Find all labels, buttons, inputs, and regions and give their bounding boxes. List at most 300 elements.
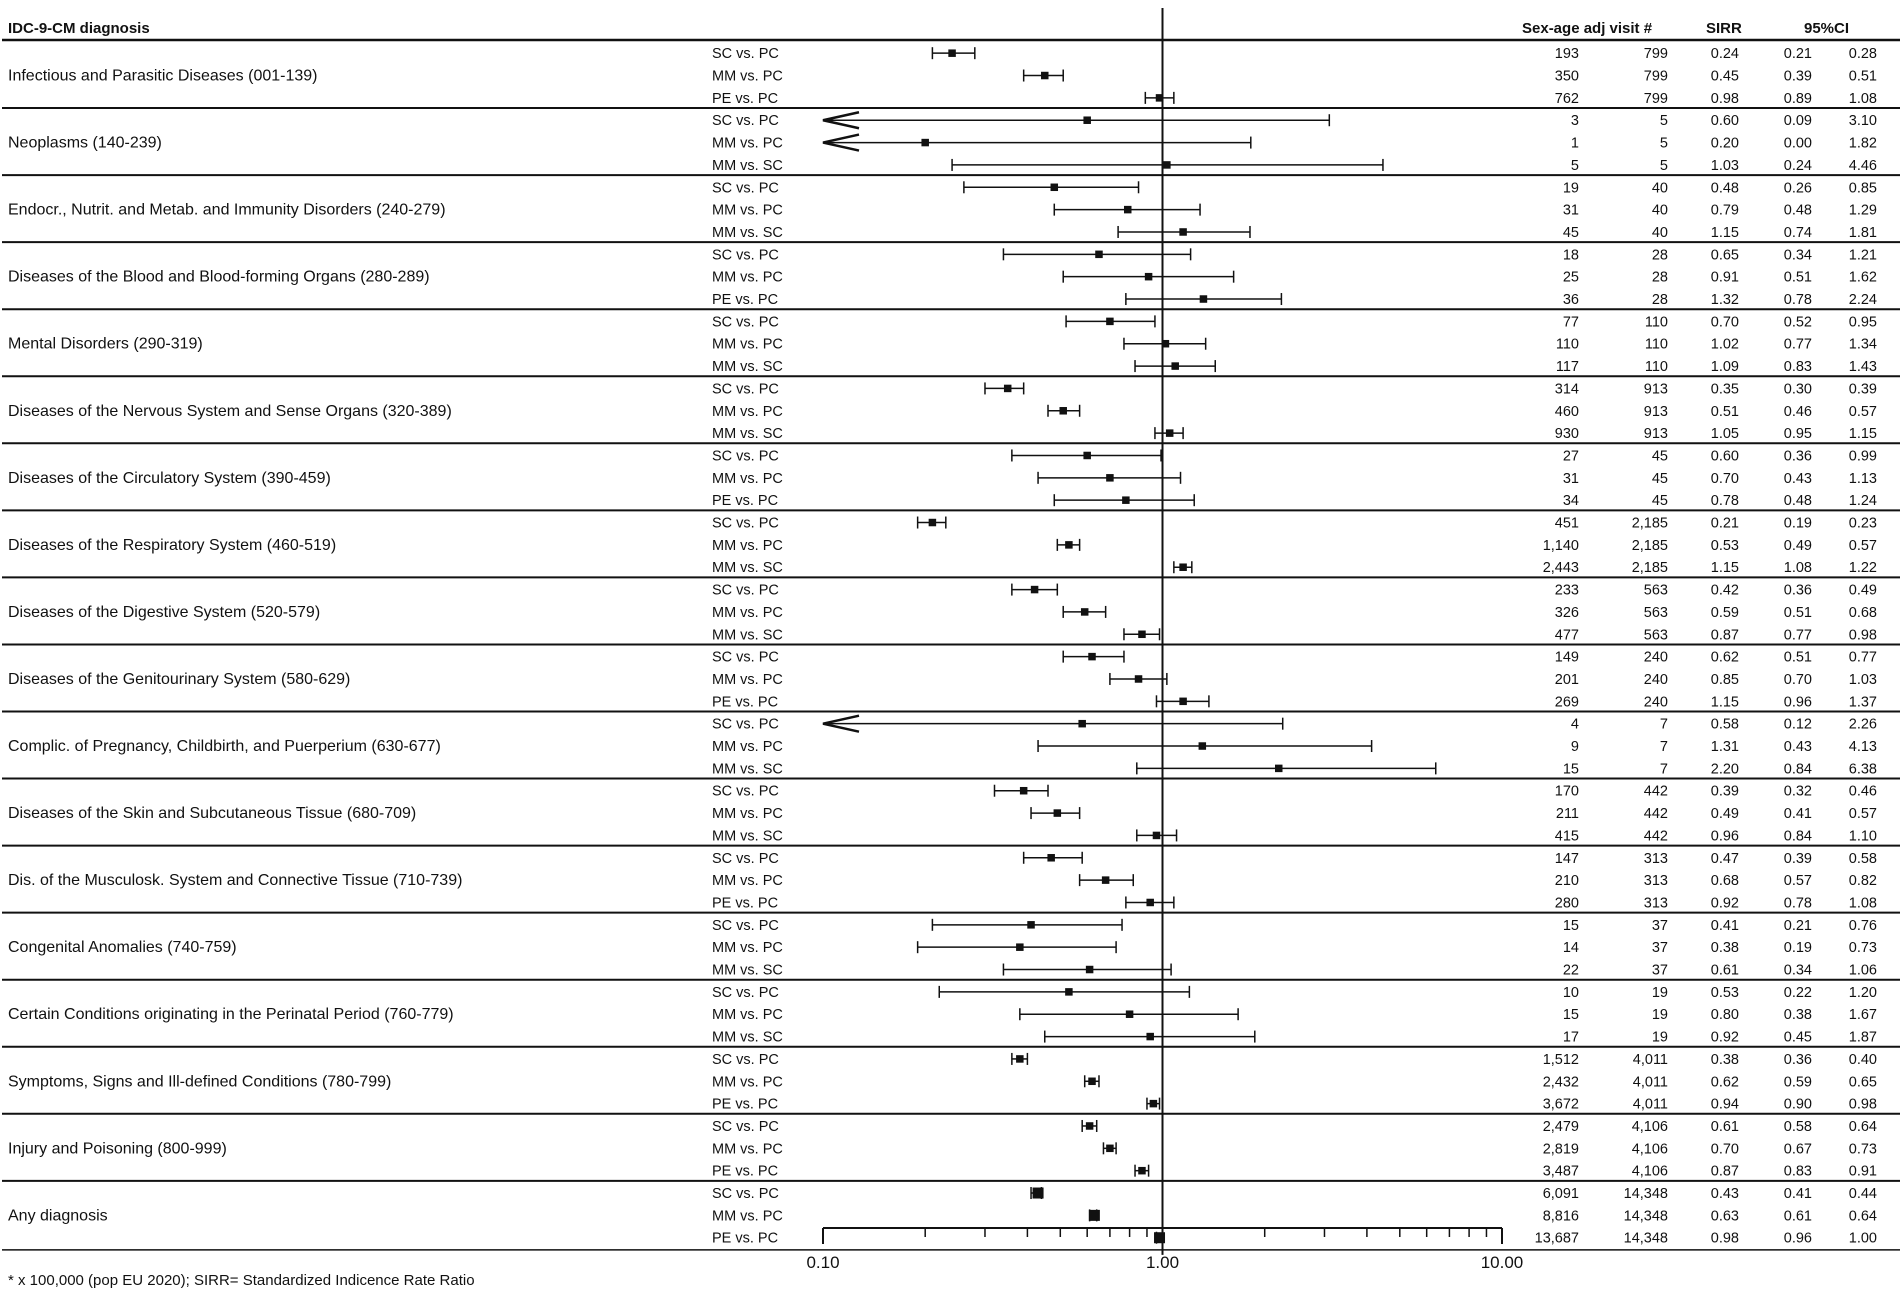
point-estimate-marker (1179, 228, 1187, 236)
ci-upper-value: 1.62 (1848, 269, 1877, 286)
visits-value: 15 (1562, 1007, 1579, 1024)
sirr-value: 0.45 (1710, 68, 1739, 85)
ci-lower-value: 0.34 (1783, 962, 1812, 979)
visits-value: 14 (1562, 940, 1579, 957)
comparison-label: PE vs. PC (712, 1230, 779, 1247)
ci-upper-value: 3.10 (1848, 113, 1877, 130)
comparison-label: SC vs. PC (712, 716, 779, 733)
ci-lower-value: 0.77 (1783, 336, 1812, 353)
ci-lower-value: 0.21 (1783, 917, 1812, 934)
group-label: Diseases of the Digestive System (520-579) (8, 603, 321, 621)
reference-visits-value: 40 (1651, 180, 1668, 197)
sirr-value: 0.53 (1710, 984, 1739, 1001)
comparison-label: MM vs. PC (712, 336, 783, 353)
ci-lower-value: 0.90 (1783, 1096, 1812, 1113)
group-label: Certain Conditions originating in the Perinatal Period (760-779) (8, 1006, 454, 1024)
ci-lower-value: 0.84 (1783, 828, 1812, 845)
visits-value: 193 (1554, 46, 1579, 63)
group-label: Mental Disorders (290-319) (8, 335, 203, 353)
ci-upper-value: 4.13 (1848, 739, 1877, 756)
ci-upper-value: 1.67 (1848, 1007, 1877, 1024)
visits-value: 22 (1562, 962, 1579, 979)
diagnosis-column-header: IDC-9-CM diagnosis (8, 20, 150, 37)
point-estimate-marker (1146, 899, 1154, 907)
comparison-label: MM vs. PC (712, 1074, 783, 1091)
x-axis-tick-label: 10.00 (1480, 1253, 1524, 1272)
reference-visits-value: 28 (1651, 247, 1668, 264)
sirr-value: 0.92 (1710, 1029, 1739, 1046)
visits-value: 110 (1555, 336, 1579, 353)
group-label: Neoplasms (140-239) (8, 134, 162, 152)
ci-column-header: 95%CI (1804, 20, 1850, 37)
sirr-value: 0.78 (1710, 493, 1739, 510)
group-label: Diseases of the Respiratory System (460-519) (8, 536, 337, 554)
group-label: Congenital Anomalies (740-759) (8, 939, 237, 957)
sirr-value: 0.80 (1710, 1007, 1739, 1024)
ci-lower-value: 0.38 (1783, 1007, 1812, 1024)
sirr-value: 0.70 (1710, 314, 1739, 331)
reference-visits-value: 4,106 (1631, 1163, 1668, 1180)
visits-value: 15 (1562, 917, 1579, 934)
ci-lower-value: 0.36 (1783, 1051, 1812, 1068)
ci-lower-value: 0.48 (1783, 202, 1812, 219)
sirr-value: 1.32 (1710, 292, 1739, 309)
visits-value: 31 (1562, 202, 1579, 219)
comparison-label: MM vs. SC (712, 560, 783, 577)
visits-value: 45 (1562, 224, 1579, 241)
sirr-value: 2.20 (1710, 761, 1739, 778)
ci-lower-value: 0.32 (1783, 783, 1812, 800)
comparison-label: MM vs. PC (712, 135, 783, 152)
visits-value: 477 (1554, 627, 1579, 644)
comparison-label: MM vs. PC (712, 604, 783, 621)
ci-upper-value: 1.10 (1848, 828, 1877, 845)
point-estimate-marker (1166, 429, 1174, 437)
ci-upper-value: 1.00 (1848, 1230, 1877, 1247)
point-estimate-marker (1020, 787, 1028, 795)
ci-upper-value: 0.73 (1848, 940, 1877, 957)
reference-visits-value: 2,185 (1631, 560, 1668, 577)
reference-visits-value: 5 (1659, 157, 1668, 174)
sirr-value: 0.21 (1710, 515, 1739, 532)
ci-upper-value: 0.57 (1848, 806, 1877, 823)
ci-upper-value: 0.76 (1848, 917, 1877, 934)
sirr-value: 0.58 (1710, 716, 1739, 733)
visits-value: 18 (1562, 247, 1579, 264)
ci-lower-value: 0.41 (1783, 806, 1812, 823)
comparison-label: MM vs. PC (712, 671, 783, 688)
ci-lower-value: 0.78 (1783, 895, 1812, 912)
visits-value: 460 (1554, 403, 1579, 420)
point-estimate-marker (1179, 563, 1187, 571)
sirr-value: 0.62 (1710, 1074, 1739, 1091)
ci-lower-value: 0.19 (1783, 940, 1812, 957)
comparison-label: SC vs. PC (712, 381, 779, 398)
visits-value: 6,091 (1542, 1186, 1579, 1203)
comparison-label: PE vs. PC (712, 1096, 779, 1113)
reference-visits-value: 240 (1643, 671, 1668, 688)
reference-visits-value: 40 (1651, 224, 1668, 241)
ci-lower-value: 0.39 (1783, 68, 1812, 85)
sirr-value: 0.98 (1710, 90, 1739, 107)
point-estimate-marker (1041, 72, 1049, 80)
visits-value: 2,479 (1542, 1118, 1579, 1135)
reference-visits-value: 110 (1644, 359, 1668, 376)
comparison-label: MM vs. PC (712, 403, 783, 420)
comparison-label: MM vs. PC (712, 537, 783, 554)
ci-upper-value: 2.26 (1848, 716, 1877, 733)
visits-value: 314 (1554, 381, 1579, 398)
reference-visits-value: 4,011 (1632, 1096, 1668, 1113)
ci-lower-value: 0.77 (1783, 627, 1812, 644)
reference-visits-value: 4,106 (1631, 1141, 1668, 1158)
comparison-label: SC vs. PC (712, 917, 779, 934)
comparison-label: SC vs. PC (712, 247, 779, 264)
ci-upper-value: 0.64 (1848, 1208, 1877, 1225)
comparison-label: MM vs. SC (712, 761, 783, 778)
visits-value: 2,819 (1542, 1141, 1579, 1158)
ci-lower-value: 0.46 (1783, 403, 1812, 420)
sirr-value: 1.05 (1710, 426, 1739, 443)
reference-visits-value: 442 (1643, 828, 1668, 845)
comparison-label: SC vs. PC (712, 984, 779, 1001)
ci-lower-value: 0.89 (1783, 90, 1812, 107)
ci-upper-value: 0.95 (1848, 314, 1877, 331)
sirr-value: 0.63 (1710, 1208, 1739, 1225)
sirr-value: 0.39 (1710, 783, 1739, 800)
point-estimate-marker (1054, 809, 1062, 817)
reference-visits-value: 7 (1659, 716, 1668, 733)
ci-lower-value: 0.45 (1783, 1029, 1812, 1046)
point-estimate-marker (1138, 631, 1146, 639)
reference-visits-value: 28 (1651, 292, 1668, 309)
reference-visits-value: 442 (1643, 806, 1668, 823)
point-estimate-marker (948, 49, 956, 57)
reference-visits-value: 5 (1659, 135, 1668, 152)
reference-visits-value: 913 (1643, 381, 1668, 398)
ci-upper-value: 0.73 (1848, 1141, 1877, 1158)
ci-lower-value: 0.34 (1783, 247, 1812, 264)
ci-upper-value: 1.08 (1848, 895, 1877, 912)
sirr-value: 0.62 (1710, 649, 1739, 666)
sirr-value: 0.48 (1710, 180, 1739, 197)
ci-lower-value: 0.96 (1783, 1230, 1812, 1247)
visits-value: 9 (1570, 739, 1579, 756)
point-estimate-marker (1016, 943, 1024, 951)
sirr-value: 0.59 (1710, 604, 1739, 621)
visits-value: 1 (1570, 135, 1579, 152)
reference-visits-value: 45 (1651, 493, 1668, 510)
group-label: Diseases of the Genitourinary System (580-629) (8, 670, 351, 688)
reference-visits-value: 913 (1643, 403, 1668, 420)
point-estimate-marker (1031, 586, 1039, 594)
visits-value: 5 (1570, 157, 1579, 174)
reference-visits-value: 28 (1651, 269, 1668, 286)
sirr-value: 0.79 (1710, 202, 1739, 219)
comparison-label: MM vs. PC (712, 873, 783, 890)
sirr-value: 0.68 (1710, 873, 1739, 890)
ci-upper-value: 0.98 (1848, 627, 1877, 644)
point-estimate-marker (1122, 496, 1130, 504)
visits-value: 13,687 (1534, 1230, 1579, 1247)
reference-visits-value: 14,348 (1623, 1208, 1668, 1225)
ci-upper-value: 0.39 (1848, 381, 1877, 398)
ci-upper-value: 1.43 (1848, 359, 1877, 376)
reference-visits-value: 7 (1659, 761, 1668, 778)
ci-upper-value: 0.28 (1848, 46, 1877, 63)
visits-value: 3 (1570, 113, 1579, 130)
reference-visits-value: 799 (1643, 68, 1668, 85)
ci-upper-value: 0.64 (1848, 1118, 1877, 1135)
sirr-value: 0.24 (1710, 46, 1739, 63)
x-axis-tick-label: 1.00 (1145, 1253, 1180, 1272)
ci-upper-value: 0.77 (1848, 649, 1877, 666)
comparison-label: SC vs. PC (712, 582, 779, 599)
ci-lower-value: 0.84 (1783, 761, 1812, 778)
group-label: Any diagnosis (8, 1207, 108, 1225)
ci-upper-value: 1.08 (1848, 90, 1877, 107)
ci-lower-value: 0.83 (1783, 1163, 1812, 1180)
sirr-value: 0.41 (1710, 917, 1739, 934)
ci-upper-value: 1.21 (1848, 247, 1877, 264)
visits-value: 3,487 (1542, 1163, 1579, 1180)
group-label: Endocr., Nutrit. and Metab. and Immunity Disorders (240-279) (8, 201, 446, 219)
point-estimate-marker (1145, 273, 1153, 281)
point-estimate-marker (1106, 1145, 1114, 1153)
visits-value: 269 (1554, 694, 1579, 711)
sirr-value: 0.65 (1710, 247, 1739, 264)
reference-visits-value: 4,011 (1632, 1051, 1668, 1068)
point-estimate-marker (1086, 1122, 1094, 1130)
reference-visits-value: 19 (1651, 1029, 1668, 1046)
visits-value: 2,432 (1542, 1074, 1579, 1091)
sirr-value: 1.09 (1710, 359, 1739, 376)
ci-upper-value: 0.49 (1848, 582, 1877, 599)
sirr-value: 0.51 (1710, 403, 1739, 420)
point-estimate-marker (929, 519, 937, 527)
ci-upper-value: 0.82 (1848, 873, 1877, 890)
visits-value: 211 (1555, 806, 1579, 823)
point-estimate-marker (1199, 742, 1207, 750)
ci-lower-value: 0.51 (1783, 269, 1812, 286)
ci-lower-value: 0.51 (1783, 649, 1812, 666)
footnote: * x 100,000 (pop EU 2020); SIRR= Standardized Indicence Rate Ratio (8, 1272, 475, 1289)
visits-value: 27 (1562, 448, 1579, 465)
ci-upper-value: 2.24 (1848, 292, 1877, 309)
sirr-value: 0.92 (1710, 895, 1739, 912)
ci-lower-value: 1.08 (1783, 560, 1812, 577)
visits-value: 350 (1554, 68, 1579, 85)
ci-lower-value: 0.59 (1783, 1074, 1812, 1091)
visits-value: 170 (1554, 783, 1579, 800)
ci-lower-value: 0.43 (1783, 739, 1812, 756)
ci-lower-value: 0.96 (1783, 694, 1812, 711)
comparison-label: MM vs. SC (712, 157, 783, 174)
reference-visits-value: 563 (1643, 627, 1668, 644)
group-label: Symptoms, Signs and Ill-defined Conditions (780-799) (8, 1073, 392, 1091)
visits-value: 415 (1554, 828, 1579, 845)
visits-value: 36 (1562, 292, 1579, 309)
reference-visits-value: 110 (1644, 336, 1668, 353)
reference-visits-value: 4,011 (1632, 1074, 1668, 1091)
comparison-label: SC vs. PC (712, 314, 779, 331)
visits-value: 149 (1554, 649, 1579, 666)
comparison-label: PE vs. PC (712, 694, 779, 711)
ci-lower-value: 0.39 (1783, 850, 1812, 867)
ci-lower-value: 0.95 (1783, 426, 1812, 443)
point-estimate-marker (1083, 116, 1091, 124)
point-estimate-marker (1138, 1167, 1146, 1175)
comparison-label: MM vs. SC (712, 828, 783, 845)
visits-value: 201 (1554, 671, 1579, 688)
reference-visits-value: 7 (1659, 739, 1668, 756)
comparison-label: MM vs. SC (712, 224, 783, 241)
reference-visits-value: 110 (1644, 314, 1668, 331)
point-estimate-marker (1146, 1033, 1154, 1041)
point-estimate-marker (1126, 1010, 1134, 1018)
point-estimate-marker (921, 139, 929, 147)
reference-visits-value: 799 (1643, 90, 1668, 107)
ci-upper-value: 0.58 (1848, 850, 1877, 867)
visits-value: 1,512 (1542, 1051, 1579, 1068)
ci-upper-value: 0.91 (1848, 1163, 1877, 1180)
ci-lower-value: 0.09 (1783, 113, 1812, 130)
comparison-label: SC vs. PC (712, 113, 779, 130)
ci-lower-value: 0.48 (1783, 493, 1812, 510)
point-estimate-marker (1083, 452, 1091, 460)
reference-visits-value: 913 (1643, 426, 1668, 443)
point-estimate-marker (1065, 541, 1073, 549)
ci-upper-value: 4.46 (1848, 157, 1877, 174)
point-estimate-marker (1124, 206, 1132, 214)
reference-visits-value: 799 (1643, 46, 1668, 63)
ci-lower-value: 0.57 (1783, 873, 1812, 890)
reference-visits-value: 19 (1651, 1007, 1668, 1024)
reference-visits-value: 40 (1651, 202, 1668, 219)
ci-lower-value: 0.67 (1783, 1141, 1812, 1158)
sirr-value: 0.47 (1710, 850, 1739, 867)
sirr-value: 0.61 (1710, 1118, 1739, 1135)
group-label: Diseases of the Circulatory System (390-459) (8, 469, 331, 487)
visits-value: 34 (1562, 493, 1579, 510)
sirr-value: 1.15 (1710, 560, 1739, 577)
visits-value: 326 (1554, 604, 1579, 621)
reference-visits-value: 313 (1643, 850, 1668, 867)
ci-lower-value: 0.52 (1783, 314, 1812, 331)
sirr-value: 0.20 (1710, 135, 1739, 152)
group-label: Injury and Poisoning (800-999) (8, 1140, 227, 1158)
group-label: Dis. of the Musculosk. System and Connective Tissue (710-739) (8, 872, 463, 890)
reference-visits-value: 313 (1643, 873, 1668, 890)
reference-visits-value: 19 (1651, 984, 1668, 1001)
sirr-column-header: SIRR (1706, 20, 1742, 37)
group-label: Infectious and Parasitic Diseases (001-139) (8, 67, 318, 85)
ci-upper-value: 1.03 (1848, 671, 1877, 688)
sirr-value: 1.02 (1710, 336, 1739, 353)
reference-visits-value: 5 (1659, 113, 1668, 130)
ci-lower-value: 0.00 (1783, 135, 1812, 152)
visits-value: 77 (1562, 314, 1579, 331)
ci-lower-value: 0.70 (1783, 671, 1812, 688)
visits-column-header: Sex-age adj visit # (1522, 20, 1653, 37)
comparison-label: SC vs. PC (712, 448, 779, 465)
ci-upper-value: 0.68 (1848, 604, 1877, 621)
comparison-label: SC vs. PC (712, 850, 779, 867)
sirr-value: 0.85 (1710, 671, 1739, 688)
visits-value: 762 (1554, 90, 1579, 107)
group-label: Diseases of the Nervous System and Sense Organs (320-389) (8, 402, 452, 420)
ci-upper-value: 6.38 (1848, 761, 1877, 778)
reference-visits-value: 14,348 (1623, 1230, 1668, 1247)
ci-lower-value: 0.22 (1783, 984, 1812, 1001)
ci-lower-value: 0.51 (1783, 604, 1812, 621)
visits-value: 17 (1562, 1029, 1579, 1046)
ci-upper-value: 0.85 (1848, 180, 1877, 197)
reference-visits-value: 14,348 (1623, 1186, 1668, 1203)
point-estimate-marker (1088, 1078, 1096, 1086)
group-label: Diseases of the Blood and Blood-forming Organs (280-289) (8, 268, 430, 286)
ci-upper-value: 0.98 (1848, 1096, 1877, 1113)
point-estimate-marker (1059, 407, 1067, 415)
sirr-value: 1.31 (1710, 739, 1739, 756)
comparison-label: MM vs. PC (712, 1007, 783, 1024)
comparison-label: MM vs. SC (712, 426, 783, 443)
point-estimate-marker (1106, 318, 1114, 326)
point-estimate-marker (1095, 251, 1103, 259)
sirr-value: 0.94 (1710, 1096, 1739, 1113)
ci-lower-value: 0.49 (1783, 537, 1812, 554)
ci-upper-value: 0.57 (1848, 403, 1877, 420)
visits-value: 4 (1570, 716, 1579, 733)
ci-upper-value: 1.06 (1848, 962, 1877, 979)
comparison-label: MM vs. PC (712, 470, 783, 487)
sirr-value: 0.38 (1710, 1051, 1739, 1068)
ci-upper-value: 1.13 (1848, 470, 1877, 487)
comparison-label: MM vs. SC (712, 1029, 783, 1046)
ci-upper-value: 1.34 (1848, 336, 1877, 353)
visits-value: 117 (1555, 359, 1579, 376)
reference-visits-value: 563 (1643, 604, 1668, 621)
point-estimate-marker (1102, 876, 1110, 884)
point-estimate-marker (1086, 966, 1094, 974)
comparison-label: SC vs. PC (712, 1118, 779, 1135)
reference-visits-value: 313 (1643, 895, 1668, 912)
ci-lower-value: 0.36 (1783, 582, 1812, 599)
ci-upper-value: 0.57 (1848, 537, 1877, 554)
ci-lower-value: 0.30 (1783, 381, 1812, 398)
point-estimate-marker (1171, 362, 1179, 370)
point-estimate-marker (1135, 675, 1143, 683)
comparison-label: SC vs. PC (712, 46, 779, 63)
visits-value: 280 (1554, 895, 1579, 912)
ci-lower-value: 0.41 (1783, 1186, 1812, 1203)
comparison-label: MM vs. SC (712, 627, 783, 644)
ci-upper-value: 0.99 (1848, 448, 1877, 465)
comparison-label: PE vs. PC (712, 895, 779, 912)
ci-lower-value: 0.24 (1783, 157, 1812, 174)
ci-upper-value: 1.15 (1848, 426, 1877, 443)
sirr-value: 0.43 (1710, 1186, 1739, 1203)
sirr-value: 1.03 (1710, 157, 1739, 174)
ci-upper-value: 1.87 (1848, 1029, 1877, 1046)
reference-visits-value: 563 (1643, 582, 1668, 599)
visits-value: 15 (1562, 761, 1579, 778)
point-estimate-marker (1088, 653, 1096, 661)
ci-upper-value: 0.46 (1848, 783, 1877, 800)
comparison-label: SC vs. PC (712, 649, 779, 666)
reference-visits-value: 240 (1643, 649, 1668, 666)
ci-lower-value: 0.78 (1783, 292, 1812, 309)
